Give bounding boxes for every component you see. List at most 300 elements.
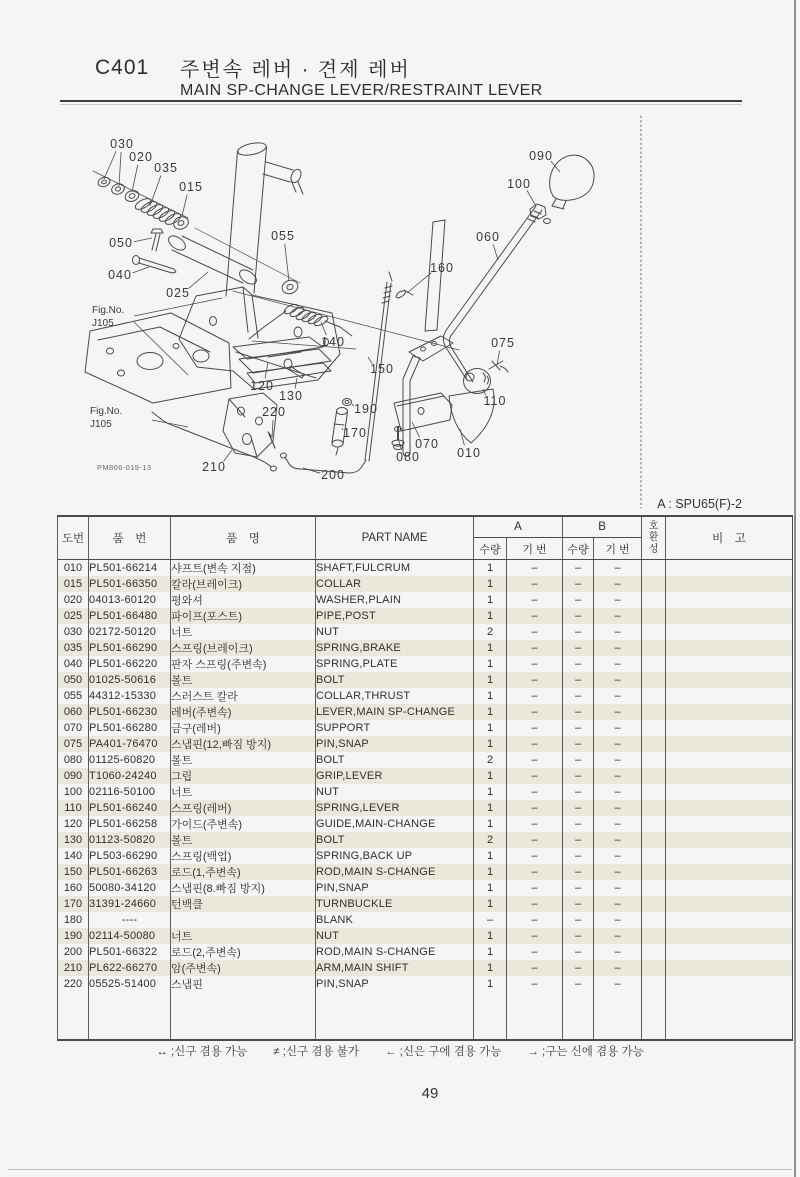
- cell-remarks: [666, 944, 793, 960]
- cell-compat: [642, 576, 666, 592]
- cell-part-no: 50080-34120: [89, 880, 171, 896]
- table-row: [58, 704, 793, 720]
- cell-a-qty: 2: [474, 832, 507, 848]
- cell-a-qty: 1: [474, 656, 507, 672]
- main-bracket: [179, 287, 459, 389]
- cell-compat: [642, 768, 666, 784]
- cell-part-name: GRIP,LEVER: [316, 768, 474, 784]
- cell-a-qty: 1: [474, 880, 507, 896]
- cell-b-qty: –: [563, 864, 594, 880]
- cell-part-no: PL501-66240: [89, 800, 171, 816]
- leader-line: [134, 238, 152, 242]
- cell-a-rev: –: [507, 704, 563, 720]
- cell-b-qty: –: [563, 736, 594, 752]
- cell-a-qty: 1: [474, 736, 507, 752]
- cell-a-rev: –: [507, 864, 563, 880]
- diagram-callout-130: 130: [279, 389, 303, 403]
- page-title-korean: 주변속 레버 · 견제 레버: [180, 59, 411, 81]
- leader-line: [272, 420, 273, 438]
- table-row: [58, 944, 793, 960]
- cell-part-name: LEVER,MAIN SP-CHANGE: [316, 704, 474, 720]
- cell-remarks: [666, 960, 793, 976]
- cell-name-ko: 너트: [171, 784, 316, 800]
- cell-part-no: PL501-66220: [89, 656, 171, 672]
- diagram-callout-055: 055: [271, 229, 295, 243]
- cell-a-qty: 1: [474, 960, 507, 976]
- diagram-callout-070: 070: [415, 437, 439, 451]
- col-ref: 도번: [58, 516, 89, 560]
- cell-remarks: [666, 672, 793, 688]
- cell-a-rev: –: [507, 896, 563, 912]
- section-code: C401: [95, 56, 150, 79]
- cell-compat: [642, 928, 666, 944]
- cell-a-qty: 1: [474, 592, 507, 608]
- col-a-rev: 기 번: [507, 538, 563, 560]
- cell-ref: 020: [58, 592, 89, 608]
- cell-name-ko: 스프링(브레이크): [171, 640, 316, 656]
- col-group-b: B: [563, 516, 642, 538]
- cell-b-rev: –: [594, 784, 642, 800]
- cell-remarks: [666, 736, 793, 752]
- cell-a-qty: 1: [474, 944, 507, 960]
- scan-edge: [8, 1169, 792, 1170]
- cell-compat: [642, 848, 666, 864]
- diagram-callout-050: 050: [109, 236, 133, 250]
- cell-remarks: [666, 880, 793, 896]
- post-pipe: [226, 141, 303, 296]
- table-row: [58, 928, 793, 944]
- leader-line: [119, 152, 121, 186]
- cell-compat: [642, 704, 666, 720]
- diagram-callout-150: 150: [370, 362, 394, 376]
- cell-a-rev: –: [507, 784, 563, 800]
- cell-part-name: NUT: [316, 624, 474, 640]
- cell-a-qty: 1: [474, 576, 507, 592]
- cell-name-ko: 판자 스프링(주변속): [171, 656, 316, 672]
- cell-a-rev: –: [507, 768, 563, 784]
- cell-b-qty: –: [563, 896, 594, 912]
- cell-name-ko: 금구(레버): [171, 720, 316, 736]
- leader-line: [493, 244, 498, 260]
- table-row: [58, 880, 793, 896]
- exploded-parts-diagram: [0, 0, 800, 515]
- filler-cell: [666, 992, 793, 1040]
- cell-b-rev: –: [594, 576, 642, 592]
- cell-b-rev: –: [594, 608, 642, 624]
- cell-name-ko: 스프링(백업): [171, 848, 316, 864]
- cell-remarks: [666, 576, 793, 592]
- cell-ref: 050: [58, 672, 89, 688]
- filler-cell: [642, 992, 666, 1040]
- header-group-row: [58, 516, 793, 538]
- cell-a-qty: 1: [474, 896, 507, 912]
- cell-part-name: PIN,SNAP: [316, 880, 474, 896]
- table-row: [58, 608, 793, 624]
- filler-cell: [171, 992, 316, 1040]
- cell-b-qty: –: [563, 848, 594, 864]
- cell-name-ko: 레버(주변속): [171, 704, 316, 720]
- diagram-callout-060: 060: [476, 230, 500, 244]
- cell-compat: [642, 912, 666, 928]
- parts-table: [57, 515, 793, 1041]
- cell-ref: 070: [58, 720, 89, 736]
- cell-b-rev: –: [594, 640, 642, 656]
- table-row: [58, 784, 793, 800]
- table-filler-row: [58, 992, 793, 1040]
- cell-b-qty: –: [563, 560, 594, 577]
- cell-a-rev: –: [507, 752, 563, 768]
- cell-compat: [642, 624, 666, 640]
- filler-cell: [594, 992, 642, 1040]
- cell-compat: [642, 944, 666, 960]
- cell-compat: [642, 608, 666, 624]
- cell-a-rev: –: [507, 928, 563, 944]
- cell-compat: [642, 800, 666, 816]
- filler-cell: [563, 992, 594, 1040]
- cell-ref: 015: [58, 576, 89, 592]
- cell-name-ko: 스냅핀: [171, 976, 316, 992]
- cell-part-no: 02116-50100: [89, 784, 171, 800]
- diagram-callout-075: 075: [491, 336, 515, 350]
- cell-name-ko: 샤프트(변속 지점): [171, 560, 316, 577]
- cell-part-no: PA401-76470: [89, 736, 171, 752]
- cell-remarks: [666, 688, 793, 704]
- cell-a-qty: 1: [474, 784, 507, 800]
- cell-a-rev: –: [507, 560, 563, 577]
- cell-b-qty: –: [563, 800, 594, 816]
- cell-b-rev: –: [594, 976, 642, 992]
- diagram-callout-220: 220: [262, 405, 286, 419]
- shift-arm: [223, 393, 277, 457]
- cell-part-name: SPRING,PLATE: [316, 656, 474, 672]
- table-row: [58, 560, 793, 577]
- table-row: [58, 768, 793, 784]
- cell-ref: 200: [58, 944, 89, 960]
- leader-line: [104, 151, 116, 179]
- cell-a-rev: –: [507, 592, 563, 608]
- pivot-cylinder: [166, 233, 259, 287]
- cell-name-ko: 칼라(브레이크): [171, 576, 316, 592]
- diagram-callout-040: 040: [108, 268, 132, 282]
- cell-ref: 120: [58, 816, 89, 832]
- cell-name-ko: 그립: [171, 768, 316, 784]
- cell-part-name: SPRING,BRAKE: [316, 640, 474, 656]
- diagram-callout-110: 110: [483, 394, 507, 408]
- filler-cell: [89, 992, 171, 1040]
- cell-b-qty: –: [563, 704, 594, 720]
- cell-ref: 160: [58, 880, 89, 896]
- cell-ref: 040: [58, 656, 89, 672]
- cell-a-rev: –: [507, 688, 563, 704]
- cell-b-rev: –: [594, 896, 642, 912]
- cell-part-no: 31391-24660: [89, 896, 171, 912]
- cell-part-name: BLANK: [316, 912, 474, 928]
- cell-part-no: PL501-66230: [89, 704, 171, 720]
- cell-b-rev: –: [594, 912, 642, 928]
- cell-a-qty: 1: [474, 560, 507, 577]
- cell-b-qty: –: [563, 880, 594, 896]
- cell-part-name: ROD,MAIN S-CHANGE: [316, 864, 474, 880]
- legend-item: ↔ ;신구 겸용 가능: [156, 1046, 248, 1058]
- cell-a-rev: –: [507, 816, 563, 832]
- cell-remarks: [666, 800, 793, 816]
- cell-part-name: NUT: [316, 784, 474, 800]
- cell-ref: 025: [58, 608, 89, 624]
- cell-a-qty: 1: [474, 688, 507, 704]
- cell-ref: 035: [58, 640, 89, 656]
- cell-ref: 030: [58, 624, 89, 640]
- cell-b-rev: –: [594, 592, 642, 608]
- cell-a-qty: 1: [474, 608, 507, 624]
- cell-part-no: ----: [89, 912, 171, 928]
- cell-remarks: [666, 608, 793, 624]
- cell-a-qty: 2: [474, 752, 507, 768]
- cell-b-qty: –: [563, 816, 594, 832]
- table-row: [58, 912, 793, 928]
- legend-item: ← ;신은 구에 겸용 가능: [384, 1046, 502, 1058]
- table-row: [58, 640, 793, 656]
- leader-line: [133, 267, 149, 273]
- cell-remarks: [666, 704, 793, 720]
- diagram-callout-100: 100: [507, 177, 531, 191]
- cell-a-rev: –: [507, 848, 563, 864]
- cell-remarks: [666, 752, 793, 768]
- parts-table-body: [58, 560, 793, 1041]
- diagram-callout-170: 170: [343, 426, 367, 440]
- cell-ref: 150: [58, 864, 89, 880]
- col-compatibility: 호환성: [642, 516, 666, 560]
- cell-b-rev: –: [594, 960, 642, 976]
- cell-b-qty: –: [563, 768, 594, 784]
- table-row: [58, 960, 793, 976]
- cell-part-name: TURNBUCKLE: [316, 896, 474, 912]
- table-row: [58, 832, 793, 848]
- cell-compat: [642, 688, 666, 704]
- cell-a-qty: –: [474, 912, 507, 928]
- cell-ref: 075: [58, 736, 89, 752]
- cell-b-qty: –: [563, 624, 594, 640]
- cell-a-qty: 1: [474, 800, 507, 816]
- table-row: [58, 624, 793, 640]
- cell-name-ko: 암(주변속): [171, 960, 316, 976]
- cell-b-rev: –: [594, 624, 642, 640]
- cell-b-qty: –: [563, 688, 594, 704]
- leader-line: [134, 298, 222, 316]
- diagram-callout-020: 020: [129, 150, 153, 164]
- col-remarks: 비 고: [666, 516, 793, 560]
- cell-b-qty: –: [563, 752, 594, 768]
- cell-compat: [642, 672, 666, 688]
- cell-remarks: [666, 640, 793, 656]
- cell-name-ko: 파이프(포스트): [171, 608, 316, 624]
- cell-name-ko: 너트: [171, 624, 316, 640]
- leader-line: [152, 420, 188, 427]
- cell-remarks: [666, 624, 793, 640]
- cell-remarks: [666, 912, 793, 928]
- cell-compat: [642, 720, 666, 736]
- cell-remarks: [666, 816, 793, 832]
- cell-part-no: PL622-66270: [89, 960, 171, 976]
- diagram-callout-015: 015: [179, 180, 203, 194]
- cell-compat: [642, 960, 666, 976]
- leader-line: [460, 429, 464, 446]
- cell-a-rev: –: [507, 624, 563, 640]
- col-name-ko: 품 명: [171, 516, 316, 560]
- fig-ref-line: Fig.No.: [92, 305, 125, 316]
- cell-part-no: T1060-24240: [89, 768, 171, 784]
- cell-compat: [642, 736, 666, 752]
- cell-b-rev: –: [594, 672, 642, 688]
- table-row: [58, 800, 793, 816]
- diagram-callout-090: 090: [529, 149, 553, 163]
- cell-remarks: [666, 784, 793, 800]
- cell-remarks: [666, 864, 793, 880]
- cell-a-rev: –: [507, 960, 563, 976]
- cell-compat: [642, 592, 666, 608]
- cell-ref: 140: [58, 848, 89, 864]
- cell-a-rev: –: [507, 912, 563, 928]
- table-row: [58, 816, 793, 832]
- diagram-callout-025: 025: [166, 286, 190, 300]
- variant-model-note: A : SPU65(F)-2: [657, 497, 742, 511]
- drawing-reference-number: PM806-019-13: [97, 463, 152, 472]
- table-row: [58, 592, 793, 608]
- cell-b-qty: –: [563, 672, 594, 688]
- cell-b-qty: –: [563, 960, 594, 976]
- cell-part-no: 02114-50080: [89, 928, 171, 944]
- cell-ref: 130: [58, 832, 89, 848]
- diagram-callout-120: 120: [250, 379, 274, 393]
- cell-b-qty: –: [563, 656, 594, 672]
- cell-remarks: [666, 896, 793, 912]
- col-group-a: A: [474, 516, 563, 538]
- cell-name-ko: 볼트: [171, 832, 316, 848]
- parts-table-header: [58, 516, 793, 560]
- cell-b-qty: –: [563, 576, 594, 592]
- cell-b-qty: –: [563, 608, 594, 624]
- cell-remarks: [666, 928, 793, 944]
- cell-a-rev: –: [507, 656, 563, 672]
- leader-line: [527, 190, 536, 206]
- cell-b-rev: –: [594, 720, 642, 736]
- cell-part-no: 01125-60820: [89, 752, 171, 768]
- cell-compat: [642, 864, 666, 880]
- cell-part-name: ARM,MAIN SHIFT: [316, 960, 474, 976]
- cell-a-rev: –: [507, 576, 563, 592]
- parts-table-wrap: [57, 515, 792, 1041]
- cell-ref: 220: [58, 976, 89, 992]
- leader-line: [150, 175, 161, 206]
- cell-remarks: [666, 720, 793, 736]
- col-b-qty: 수량: [563, 538, 594, 560]
- cell-a-rev: –: [507, 736, 563, 752]
- cell-ref: 100: [58, 784, 89, 800]
- cell-ref: 010: [58, 560, 89, 577]
- cell-compat: [642, 896, 666, 912]
- cell-part-name: COLLAR,THRUST: [316, 688, 474, 704]
- cell-ref: 190: [58, 928, 89, 944]
- fig-reference-2: [90, 406, 122, 431]
- cell-a-rev: –: [507, 832, 563, 848]
- cell-a-qty: 1: [474, 768, 507, 784]
- cell-part-no: PL501-66290: [89, 640, 171, 656]
- table-row: [58, 576, 793, 592]
- cell-compat: [642, 832, 666, 848]
- cell-part-name: NUT: [316, 928, 474, 944]
- cell-part-name: GUIDE,MAIN-CHANGE: [316, 816, 474, 832]
- table-row: [58, 656, 793, 672]
- diagram-callout-010: 010: [457, 446, 481, 460]
- page-title-english: MAIN SP-CHANGE LEVER/RESTRAINT LEVER: [180, 82, 543, 99]
- cell-b-rev: –: [594, 880, 642, 896]
- cell-b-qty: –: [563, 784, 594, 800]
- cell-part-name: SPRING,BACK UP: [316, 848, 474, 864]
- cell-b-qty: –: [563, 832, 594, 848]
- cell-name-ko: 너트: [171, 928, 316, 944]
- cell-a-rev: –: [507, 976, 563, 992]
- cell-remarks: [666, 976, 793, 992]
- cell-a-rev: –: [507, 944, 563, 960]
- table-row: [58, 688, 793, 704]
- guide-plates: [233, 337, 331, 383]
- table-row: [58, 864, 793, 880]
- cell-name-ko: 볼트: [171, 672, 316, 688]
- cell-ref: 060: [58, 704, 89, 720]
- filler-cell: [58, 992, 89, 1040]
- cell-name-ko: 스러스트 칼라: [171, 688, 316, 704]
- cell-b-qty: –: [563, 976, 594, 992]
- cell-b-rev: –: [594, 736, 642, 752]
- cell-name-ko: 볼트: [171, 752, 316, 768]
- cell-a-qty: 1: [474, 720, 507, 736]
- cell-b-qty: –: [563, 640, 594, 656]
- cell-name-ko: 스냅핀(12,빠짐 방지): [171, 736, 316, 752]
- cell-compat: [642, 560, 666, 577]
- cell-part-no: PL501-66263: [89, 864, 171, 880]
- cell-b-rev: –: [594, 816, 642, 832]
- fig-reference-1: [92, 305, 124, 330]
- cell-ref: 170: [58, 896, 89, 912]
- cell-ref: 055: [58, 688, 89, 704]
- filler-cell: [507, 992, 563, 1040]
- cell-part-name: WASHER,PLAIN: [316, 592, 474, 608]
- col-part-no: 품 번: [89, 516, 171, 560]
- cell-b-rev: –: [594, 944, 642, 960]
- cell-part-no: PL501-66322: [89, 944, 171, 960]
- legend-item: → ;구는 신에 겸용 가능: [527, 1046, 644, 1058]
- cell-part-name: BOLT: [316, 672, 474, 688]
- cell-a-rev: –: [507, 640, 563, 656]
- cell-b-qty: –: [563, 912, 594, 928]
- cell-name-ko: 스냅핀(8.빠짐 방지): [171, 880, 316, 896]
- fig-ref-line: Fig.No.: [90, 406, 123, 417]
- cell-name-ko: 턴백클: [171, 896, 316, 912]
- cell-ref: 110: [58, 800, 89, 816]
- cell-part-no: 01025-50616: [89, 672, 171, 688]
- thrust-collar: [280, 278, 299, 296]
- cell-b-rev: –: [594, 832, 642, 848]
- legend-item: ≠ ;신구 겸용 불가: [273, 1046, 359, 1058]
- cell-compat: [642, 816, 666, 832]
- cell-a-qty: 1: [474, 672, 507, 688]
- cell-name-ko: 평와셔: [171, 592, 316, 608]
- diagram-callout-080: 080: [396, 450, 420, 464]
- cell-part-no: PL503-66290: [89, 848, 171, 864]
- col-part-name: PART NAME: [316, 516, 474, 560]
- fig-ref-line: J105: [90, 418, 112, 430]
- cell-part-no: PL501-66280: [89, 720, 171, 736]
- col-b-rev: 기 번: [594, 538, 642, 560]
